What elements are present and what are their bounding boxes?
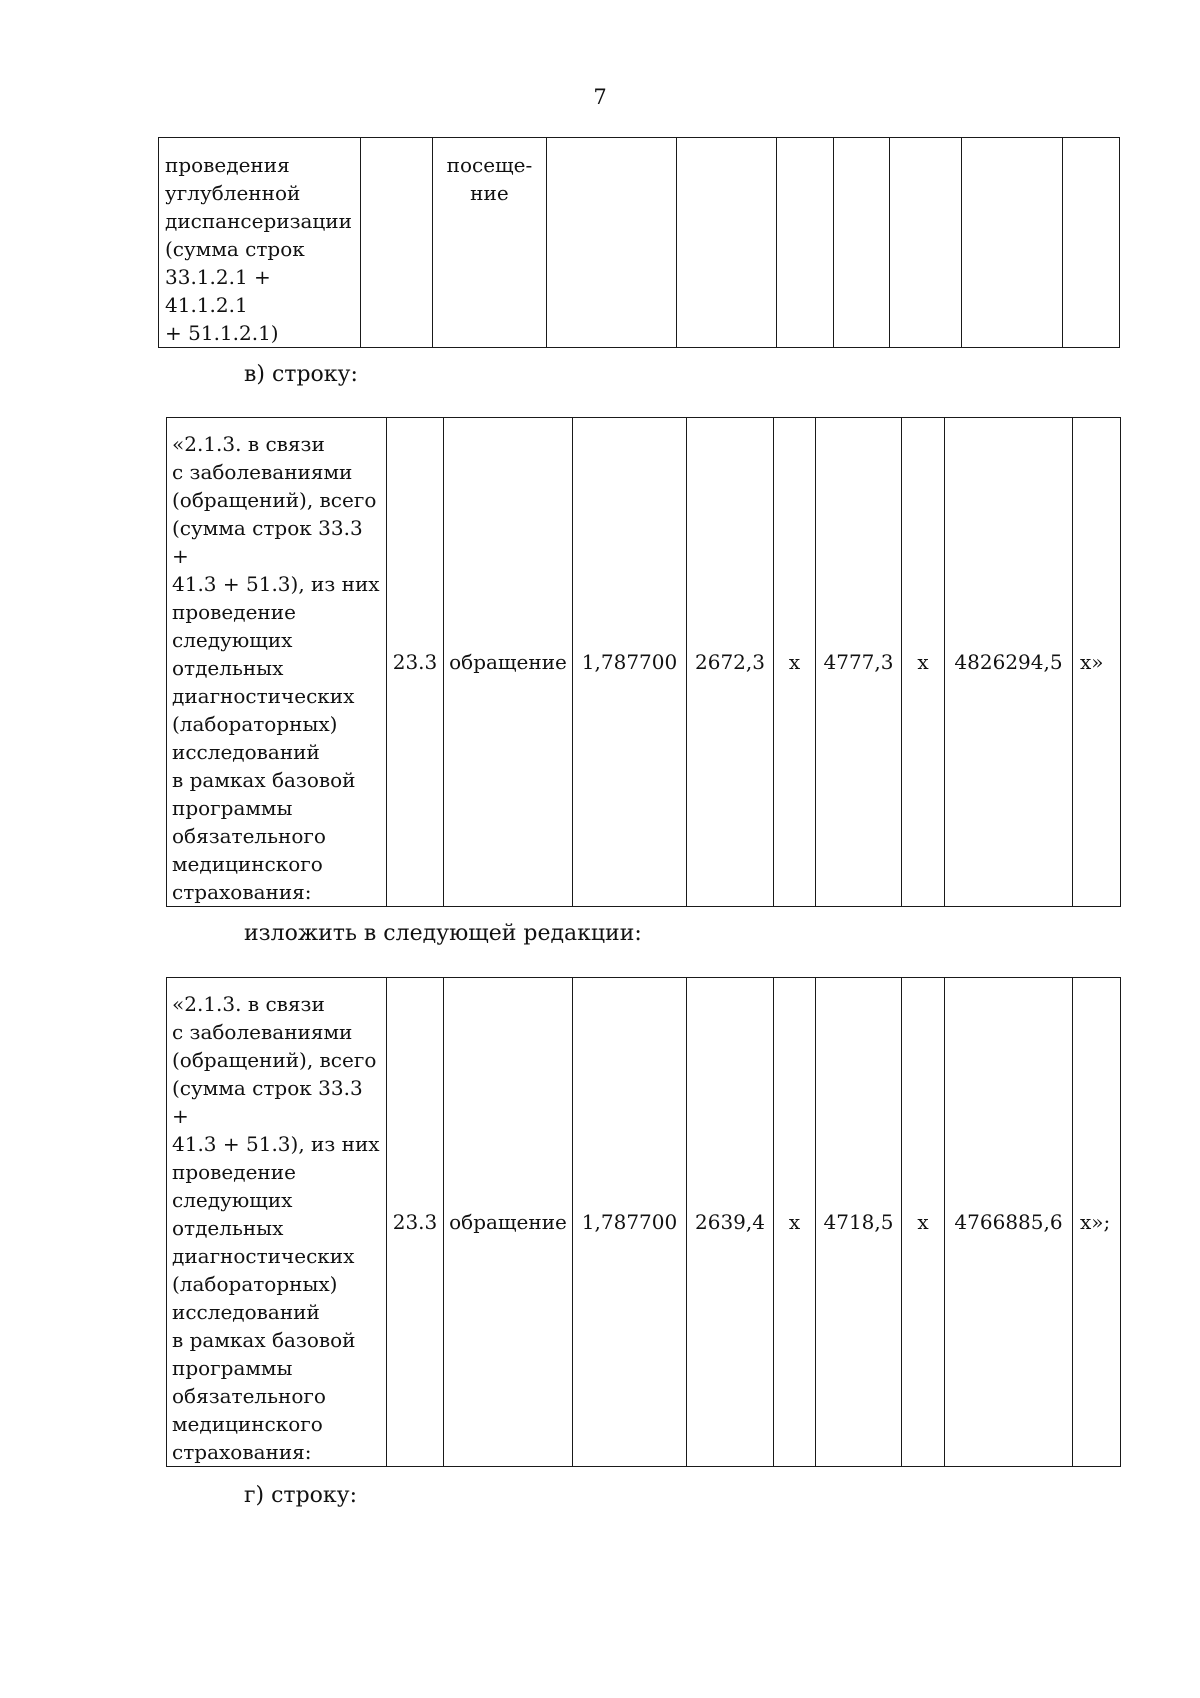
empty-cell — [833, 138, 889, 348]
row-name-cell — [167, 978, 387, 1467]
code-cell — [360, 138, 432, 348]
code-cell: 23.3 — [387, 978, 444, 1467]
end-cell: х»; — [1073, 978, 1121, 1467]
total-cell: 4826294,5 — [945, 418, 1073, 907]
cost-cell: 2672,3 — [687, 418, 774, 907]
row-name-cell — [159, 138, 361, 348]
empty-cell — [1062, 138, 1119, 348]
row-name-text: проведения углубленной диспансеризации (сумма строк 33.1.2.1 + 41.1.2.1 + 51.1.2.1) — [165, 153, 352, 345]
table-row — [167, 418, 1121, 907]
paragraph-izlozhit: изложить в следующей редакции: — [244, 921, 642, 946]
table-old-row — [166, 417, 1121, 907]
norm-cell: 1,787700 — [573, 418, 687, 907]
x-cell: х — [774, 418, 816, 907]
end-cell: х» — [1073, 418, 1121, 907]
table-new-row — [166, 977, 1121, 1467]
total-cell: 4766885,6 — [945, 978, 1073, 1467]
empty-cell — [547, 138, 676, 348]
table-row — [159, 138, 1120, 348]
x-cell: х — [902, 978, 945, 1467]
unit-cell: обращение — [444, 978, 573, 1467]
x-cell: х — [774, 978, 816, 1467]
code-cell: 23.3 — [387, 418, 444, 907]
unit-cell — [432, 138, 547, 348]
empty-cell — [889, 138, 961, 348]
empty-cell — [777, 138, 833, 348]
paragraph-g: г) строку: — [244, 1483, 358, 1508]
cost-cell: 2639,4 — [687, 978, 774, 1467]
value-cell: 4777,3 — [816, 418, 902, 907]
row-name-text: «2.1.3. в связи с заболеваниями (обращений), всего (сумма строк 33.3 + 41.3 + 51.3), из них проведение следующих отдельных диагностических (лабораторных) исследований в рамках базовой программы обязательного медицинского страхования: — [172, 992, 380, 1464]
table-continuation — [158, 137, 1120, 348]
paragraph-v: в) строку: — [244, 362, 358, 387]
row-name-cell — [167, 418, 387, 907]
norm-cell: 1,787700 — [573, 978, 687, 1467]
unit-text: посеще- ние — [446, 153, 533, 205]
x-cell: х — [902, 418, 945, 907]
table-row — [167, 978, 1121, 1467]
value-cell: 4718,5 — [816, 978, 902, 1467]
empty-cell — [676, 138, 777, 348]
row-name-text: «2.1.3. в связи с заболеваниями (обращений), всего (сумма строк 33.3 + 41.3 + 51.3), из них проведение следующих отдельных диагностических (лабораторных) исследований в рамках базовой программы обязательного медицинского страхования: — [172, 432, 380, 904]
empty-cell — [961, 138, 1062, 348]
unit-cell: обращение — [444, 418, 573, 907]
page-number: 7 — [593, 85, 607, 109]
